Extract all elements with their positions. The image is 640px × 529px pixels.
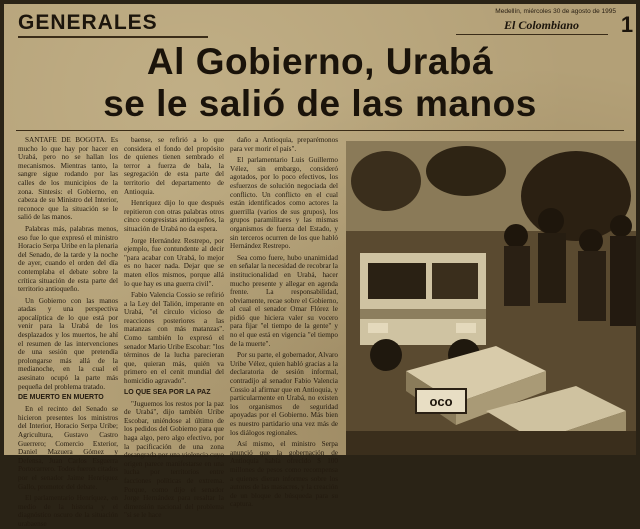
subhead: LO QUE SEA POR LA PAZ [124,388,211,396]
paragraph: Así mismo, el ministro Serpa anunció que la gobernación de Antioquia había ofrecido $ 100 millones de pesos como recompensa a quienes dieran informes sobre los autores de las masacres, y la creación de un bloque de búsqueda para su captura. [230,440,338,509]
paragraph: Un Gobierno con las manos atadas y una perspectiva apocalíptica de lo que está por venir para la Urabá de los desplazados y los muertos, he ahí el resumen de las intervenciones de una sesión que pretendía prolongarse más allá de la medianoche, en la cual el asesinato ocupó la parte más pequeña del problema tratado. [18,296,118,391]
paragraph: baense, se refirió a lo que considera el fondo del propósito de quienes tienen sembrado el terror a fuerza de bala, la segregación de esta parte del territorio del departamento de Antioquia. [124,136,224,196]
photo-sign-text: oco [429,394,453,409]
article-column-1 [18,136,118,528]
section-title: GENERALES [18,11,158,34]
section-underline [18,36,208,38]
newspaper-page [4,4,636,528]
article-column-2 [124,136,224,520]
paragraph: SANTAFE DE BOGOTA. Es mucho lo que hay por hacer en Urabá, pero no se hallan los mecanismos. Mientras tanto, la sangre sigue rodando por las calles de los municipios de la zona. Sintesis: el Gobierno, en cabeza de su Ministro del Interior, reconoce que la situación se le salió de las manos. [18,136,118,222]
headline-line-2: se le salió de las manos [103,83,537,124]
headline-rule [16,130,624,131]
paragraph: Sea como fuere, hubo unanimidad en señalar la necesidad de recobrar la institucionalidad en Urabá, hacer mucho presente y allegar en agenda frente. La responsabilidad, obviamente, recae sobre el Gobierno, al cual el senador Omar Flórez le pidió que hiciera valer su vocero para fijar "el tiempo de la gente" y no el que está en vigencia "el tiempo de la muerte". [230,253,338,348]
article-column-3 [230,136,338,509]
page-number: 1 [620,12,634,37]
paragraph: El parlamentario Luis Guillermo Vélez, sin embargo, consideró agotados, por lo poco efectivos, los esfuerzos de solución negociada del conflicto. Un conflicto en el cual están identificados como actores la guerrilla (varios de sus grupos), los grupos paramilitares y las mismas organismos de fuerza del Estado, y sin terceros ocurren de los que habló Hernández Restrepo. [230,156,338,251]
paragraph: Por su parte, el gobernador, Alvaro Uribe Vélez, quien habló gracias a la declaratoria de sesión informal, contradijo al senador Fabio Valencia Cossio al afirmar que en Antioquia, y particularmente en Urabá, no existen los organismos de seguridad apoyadas por el Gobierno. Más bien es nuestro partidario una vez más de los diálogos regionales. [230,351,338,437]
paragraph: Palabras más, palabras menos, eso fue lo que expresó el ministro Horacio Serpa Uribe en la plenaria del Senado, de la tarde y la noche de ayer, cuando el orden del día contemplaba el debate sobre la crítica situación de esta parte del territorio antioqueño. [18,224,118,294]
paragraph: "Juguemos los restos por la paz de Urabá", dijo también Uribe Escobar, uniéndose al último de los pedidos del Gobierno para que haga algo, pero algo efectivo, por la pacificación de una zona desangrada por una violencia cuyo origen parece manifestarse en una lucha por territorios entre facciones políticas de extrema. Porque, como dijo el senador Jorge Hernández para resaltar la dimensión nacional del problema "si se le hace [124,399,224,520]
headline-line-1: Al Gobierno, Urabá [146,41,494,82]
dateline: Medellín, miércoles 30 de agosto de 1995 [495,8,616,15]
paragraph: Fabio Valencia Cossio se refirió a la Ley del Talión, imperante en Urabá, "el círculo vicioso de reacciones posteriores a las matanzas con más matanzas". Como también lo expresó el senador Mario Uribe Escobar: "los términos de la lucha parecieran que, quieran más, quién va primero en el cenit mundial del homicidio agravado". [124,291,224,386]
news-photo [346,141,636,455]
paragraph: daño a Antioquia, preparémonos para ver morir el país". [230,136,338,153]
paragraph: En el recinto del Senado se hicieron presentes los ministros del Interior, Horacio Serpa Uribe; Agricultura, Gustavo Castro Guerrero; Comercio Exterior, Daniel Mazuera Gómez y Defensa, Juan Carlos Esguerra Portocarrero. Todos fueron citados por el senador Jaime Henríquez Gallo, promotor del debate. [18,405,118,491]
paragraph: Henríquez dijo lo que después repitieron con otras palabras otros cinco congresistas antioqueños, la situación de Urabá no da espera. [124,199,224,233]
paragraph: El parlamentario Henríquez, en medio de la historia y el diagnóstico oscuro de la situación urabaense [18,494,118,528]
photo-illustration [346,141,636,455]
subhead: DE MUERTO EN MUERTO [18,394,104,402]
header-rule [456,34,608,35]
paragraph: Jorge Hernández Restrepo, por ejemplo, fue contundente al decir "para acabar con Urabá, lo mejor es no hacer nada. Dejar que se maten ellos mismos, porque allá lo que hay es una guerra civil". [124,236,224,288]
paper-name: El Colombiano [504,18,580,32]
